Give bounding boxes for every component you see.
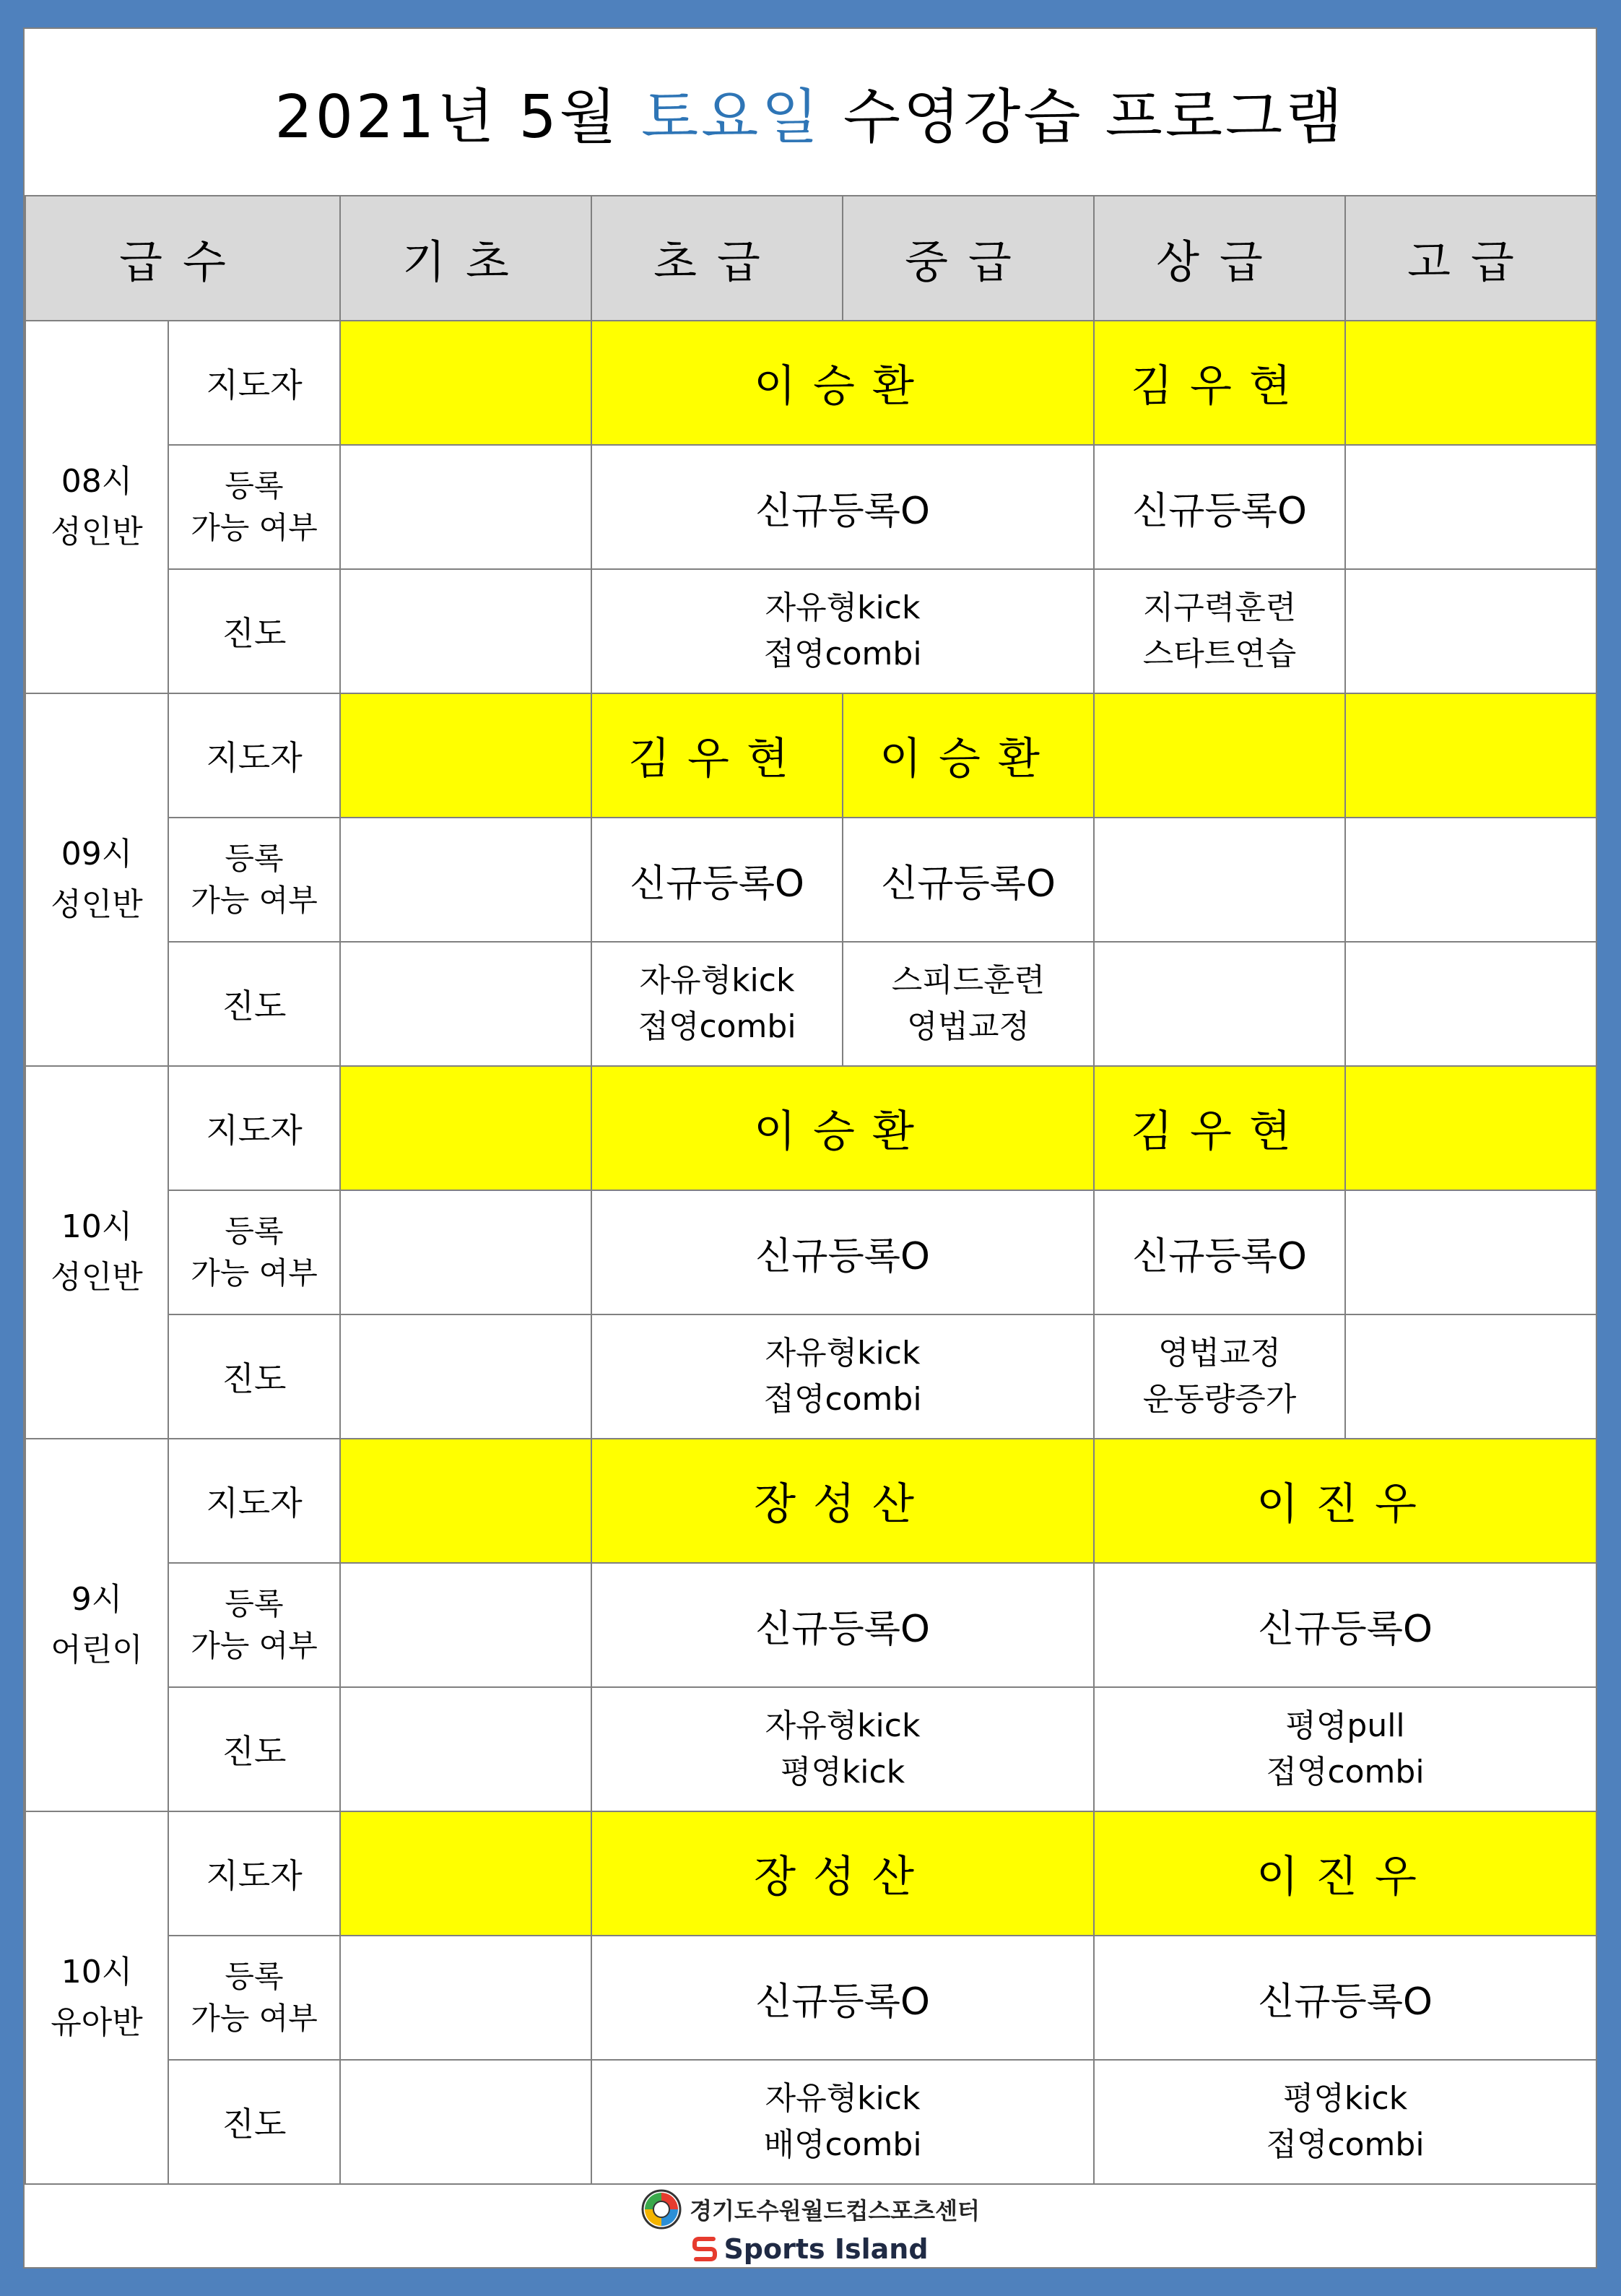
empty-cell bbox=[340, 321, 591, 445]
progress-cell: 자유형kick 접영combi bbox=[591, 942, 843, 1066]
progress-cell: 자유형kick 배영combi bbox=[591, 2060, 1094, 2184]
progress-cell: 평영pull 접영combi bbox=[1094, 1687, 1596, 1811]
empty-cell bbox=[1345, 1314, 1596, 1439]
progress-cell: 자유형kick 접영combi bbox=[591, 569, 1094, 693]
registration-cell: 신규등록O bbox=[591, 1190, 1094, 1314]
empty-cell bbox=[1345, 321, 1596, 445]
instructor-cell: 이진우 bbox=[1094, 1811, 1596, 1936]
instructor-label: 지도자 bbox=[168, 693, 340, 818]
table-row bbox=[25, 693, 1596, 818]
empty-cell bbox=[340, 1190, 591, 1314]
header-upper: 상급 bbox=[1094, 196, 1345, 321]
progress-cell: 자유형kick 접영combi bbox=[591, 1314, 1094, 1439]
empty-cell bbox=[340, 693, 591, 818]
empty-cell bbox=[340, 1811, 591, 1936]
instructor-cell: 김우현 bbox=[1094, 321, 1345, 445]
footer-logo bbox=[25, 2187, 1596, 2266]
empty-cell bbox=[1345, 818, 1596, 942]
header-beginner: 초급 bbox=[591, 196, 843, 321]
instructor-cell: 장성산 bbox=[591, 1811, 1094, 1936]
instructor-cell: 장성산 bbox=[591, 1439, 1094, 1563]
table-row bbox=[25, 2060, 1596, 2184]
registration-cell: 신규등록O bbox=[1094, 1563, 1596, 1687]
table-row bbox=[25, 818, 1596, 942]
registration-cell: 신규등록O bbox=[1094, 1190, 1345, 1314]
progress-label: 진도 bbox=[168, 2060, 340, 2184]
instructor-cell: 이승환 bbox=[591, 1066, 1094, 1190]
empty-cell bbox=[1345, 569, 1596, 693]
registration-cell: 신규등록O bbox=[843, 818, 1094, 942]
empty-cell bbox=[340, 445, 591, 569]
table-row bbox=[25, 1563, 1596, 1687]
progress-cell: 영법교정 운동량증가 bbox=[1094, 1314, 1345, 1439]
table-row bbox=[25, 1687, 1596, 1811]
registration-label: 등록 가능 여부 bbox=[168, 1190, 340, 1314]
table-row bbox=[25, 445, 1596, 569]
header-basic: 기초 bbox=[340, 196, 591, 321]
progress-label: 진도 bbox=[168, 569, 340, 693]
instructor-cell: 이진우 bbox=[1094, 1439, 1596, 1563]
table-row bbox=[25, 321, 1596, 445]
registration-cell: 신규등록O bbox=[1094, 445, 1345, 569]
schedule-sheet bbox=[23, 27, 1597, 2269]
table-row bbox=[25, 1936, 1596, 2060]
empty-cell bbox=[340, 2060, 591, 2184]
empty-cell bbox=[340, 818, 591, 942]
session-time: 10시 성인반 bbox=[25, 1066, 168, 1439]
instructor-cell: 김우현 bbox=[591, 693, 843, 818]
registration-cell: 신규등록O bbox=[1094, 1936, 1596, 2060]
header-grade: 급수 bbox=[25, 196, 340, 321]
progress-label: 진도 bbox=[168, 942, 340, 1066]
header-advanced: 고급 bbox=[1345, 196, 1596, 321]
registration-label: 등록 가능 여부 bbox=[168, 1936, 340, 2060]
title-year-month: 2021년 5월 bbox=[274, 82, 620, 152]
registration-cell: 신규등록O bbox=[591, 818, 843, 942]
empty-cell bbox=[1345, 942, 1596, 1066]
instructor-label: 지도자 bbox=[168, 1066, 340, 1190]
table-row bbox=[25, 1066, 1596, 1190]
instructor-label: 지도자 bbox=[168, 1811, 340, 1936]
progress-cell: 스피드훈련 영법교정 bbox=[843, 942, 1094, 1066]
empty-cell bbox=[340, 1563, 591, 1687]
empty-cell bbox=[340, 1687, 591, 1811]
instructor-cell: 이승환 bbox=[843, 693, 1094, 818]
registration-cell: 신규등록O bbox=[591, 1936, 1094, 2060]
empty-cell bbox=[340, 1936, 591, 2060]
registration-label: 등록 가능 여부 bbox=[168, 445, 340, 569]
registration-label: 등록 가능 여부 bbox=[168, 818, 340, 942]
instructor-label: 지도자 bbox=[168, 1439, 340, 1563]
instructor-cell: 김우현 bbox=[1094, 1066, 1345, 1190]
empty-cell bbox=[1345, 1066, 1596, 1190]
empty-cell bbox=[340, 1066, 591, 1190]
empty-cell bbox=[1345, 1190, 1596, 1314]
brand-name: Sports Island bbox=[723, 2233, 929, 2265]
progress-cell: 자유형kick 평영kick bbox=[591, 1687, 1094, 1811]
table-row bbox=[25, 1314, 1596, 1439]
header-intermediate: 중급 bbox=[843, 196, 1094, 321]
table-row bbox=[25, 1811, 1596, 1936]
progress-cell: 평영kick 접영combi bbox=[1094, 2060, 1596, 2184]
instructor-label: 지도자 bbox=[168, 321, 340, 445]
empty-cell bbox=[340, 569, 591, 693]
schedule-table bbox=[25, 195, 1597, 2185]
soccer-ball-logo-icon bbox=[640, 2188, 682, 2230]
registration-cell: 신규등록O bbox=[591, 445, 1094, 569]
progress-label: 진도 bbox=[168, 1314, 340, 1439]
empty-cell bbox=[1094, 942, 1345, 1066]
empty-cell bbox=[340, 942, 591, 1066]
session-time: 09시 성인반 bbox=[25, 693, 168, 1066]
title-program: 수영강습 프로그램 bbox=[843, 82, 1346, 152]
empty-cell bbox=[1345, 693, 1596, 818]
registration-label: 등록 가능 여부 bbox=[168, 1563, 340, 1687]
empty-cell bbox=[1345, 445, 1596, 569]
session-time: 9시 어린이 bbox=[25, 1439, 168, 1811]
progress-label: 진도 bbox=[168, 1687, 340, 1811]
header-row bbox=[25, 196, 1596, 321]
empty-cell bbox=[340, 1439, 591, 1563]
table-row bbox=[25, 942, 1596, 1066]
session-time: 08시 성인반 bbox=[25, 321, 168, 693]
session-time: 10시 유아반 bbox=[25, 1811, 168, 2184]
empty-cell bbox=[340, 1314, 591, 1439]
center-name: 경기도수원월드컵스포츠센터 bbox=[690, 2197, 980, 2224]
table-row bbox=[25, 1439, 1596, 1563]
page-title bbox=[25, 29, 1596, 195]
empty-cell bbox=[1094, 818, 1345, 942]
table-row bbox=[25, 569, 1596, 693]
instructor-cell: 이승환 bbox=[591, 321, 1094, 445]
sports-island-s-icon bbox=[692, 2235, 718, 2263]
progress-cell: 지구력훈련 스타트연습 bbox=[1094, 569, 1345, 693]
table-row bbox=[25, 1190, 1596, 1314]
title-day: 토요일 bbox=[640, 82, 822, 152]
empty-cell bbox=[1094, 693, 1345, 818]
registration-cell: 신규등록O bbox=[591, 1563, 1094, 1687]
